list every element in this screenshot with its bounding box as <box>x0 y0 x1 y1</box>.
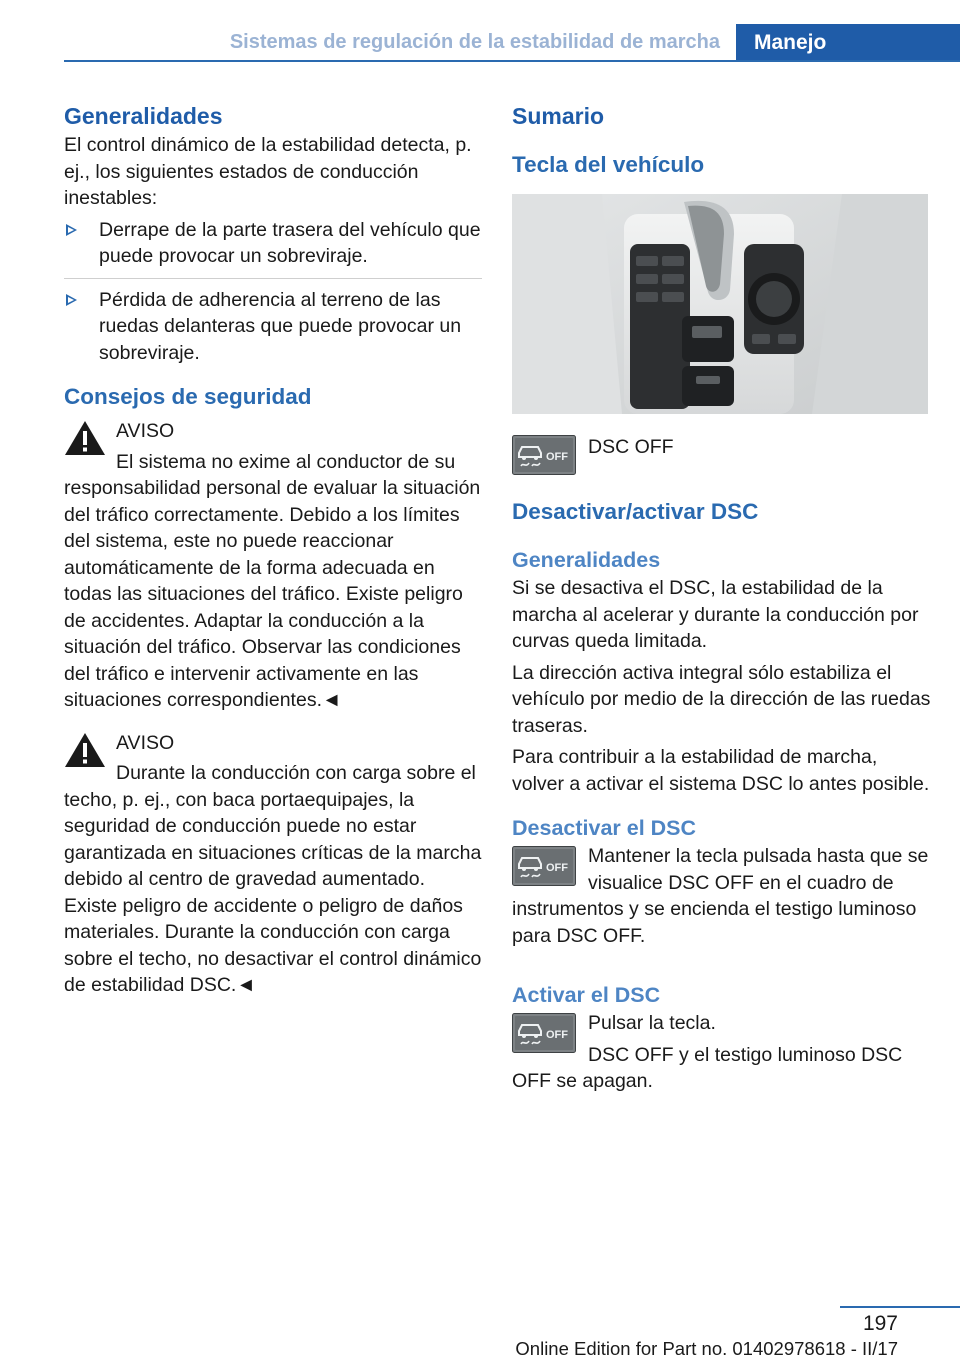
tecla-heading: Tecla del vehículo <box>512 152 705 177</box>
left-column <box>64 100 482 1004</box>
generalidades-subheading: Generalidades <box>512 548 661 572</box>
warning-triangle-icon <box>64 420 106 456</box>
activar-p1: Pulsar la tecla. <box>588 1012 716 1034</box>
running-header-tab: Manejo <box>736 24 960 62</box>
generalidades-text: El control dinámico de la estabilidad detecta, p. ej., los siguientes estados de conducción inestables: <box>64 134 472 209</box>
generalidades-p2: La dirección activa integral sólo estabiliza el vehículo por medio de la dirección de las ruedas traseras. <box>512 661 931 737</box>
activar-heading: Activar el DSC <box>512 983 661 1007</box>
triangle-bullet-icon <box>66 224 77 236</box>
triangle-bullet-icon <box>66 294 77 306</box>
footer-rule <box>840 1306 960 1308</box>
generalidades-p3: Para contribuir a la estabilidad de marcha, volver a activar el sistema DSC lo antes posible. <box>512 746 930 795</box>
dsc-off-label: DSC OFF <box>588 436 674 458</box>
header-rule <box>64 60 960 62</box>
bullet-list <box>64 217 482 375</box>
warning-block-2 <box>64 730 482 999</box>
activar-p2: DSC OFF y el testigo luminoso DSC OFF se apagan. <box>512 1043 903 1092</box>
generalidades-p1: Si se desactiva el DSC, la estabilidad de la marcha al acelerar y durante la conducción por curvas queda limitada. <box>512 577 919 652</box>
page-number: 197 <box>862 1312 898 1335</box>
warning-text: Durante la conducción con carga sobre el techo, p. ej., con baca portaequipajes, la seguridad de conducción puede no estar garantizada en situaciones críticas de la marcha debido al centro de gravedad aumentado. Existe peligro de accidente o peligro de daños materiales. Durante la conducción con carga sobre el techo, no desactivar el control dinámico de estabilidad DSC.◄ <box>64 762 482 996</box>
warning-text: El sistema no exime al conductor de su responsabilidad personal de evaluar la situación del tráfico correctamente. Debido a los límites del sistema, este no puede reaccionar automáticamente de la forma adecuada en todas las situaciones del tráfico. Existe peligro de accidentes. Adaptar la conducción a la situación del tráfico. Observar las condiciones del tráfico e intervenir activamente en las situaciones correspondientes.◄ <box>64 450 481 711</box>
warning-block-1 <box>64 418 482 714</box>
key-icon-text: OFF <box>546 862 568 874</box>
consejos-heading: Consejos de seguridad <box>64 384 312 409</box>
dsc-off-key-icon <box>512 435 576 475</box>
warning-label: AVISO <box>116 731 175 754</box>
desactivar-activar-heading: Desactivar/activar DSC <box>512 499 759 524</box>
center-console-photo <box>512 194 928 414</box>
desactivar-text: Mantener la tecla pulsada hasta que se visualice DSC OFF en el cuadro de instrumentos y se encienda el testigo luminoso para DSC OFF. <box>512 845 929 947</box>
key-icon-text: OFF <box>546 451 568 463</box>
list-item-text: Derrape de la parte trasera del vehículo que puede provocar un sobreviraje. <box>99 218 481 267</box>
running-header-section: Sistemas de regulación de la estabilidad de marcha <box>229 31 720 53</box>
edition-line: Online Edition for Part no. 01402978618 - II/17 <box>515 1338 898 1359</box>
warning-triangle-icon <box>64 732 106 768</box>
key-icon-text: OFF <box>546 1029 568 1041</box>
dsc-off-key-row <box>512 432 932 479</box>
desactivar-heading: Desactivar el DSC <box>512 816 697 840</box>
dsc-off-key-icon <box>512 846 576 886</box>
activar-block <box>512 1010 932 1100</box>
list-item-text: Pérdida de adherencia al terreno de las ruedas delanteras que puede provocar un sobreviraje. <box>99 288 462 364</box>
generalidades-heading: Generalidades <box>64 103 223 129</box>
desactivar-block <box>512 843 932 954</box>
warning-label: AVISO <box>116 420 175 442</box>
sumario-heading: Sumario <box>512 103 605 129</box>
list-item <box>64 217 482 279</box>
right-column <box>512 100 932 1100</box>
dsc-off-key-icon <box>512 1013 576 1053</box>
list-item <box>64 287 482 375</box>
